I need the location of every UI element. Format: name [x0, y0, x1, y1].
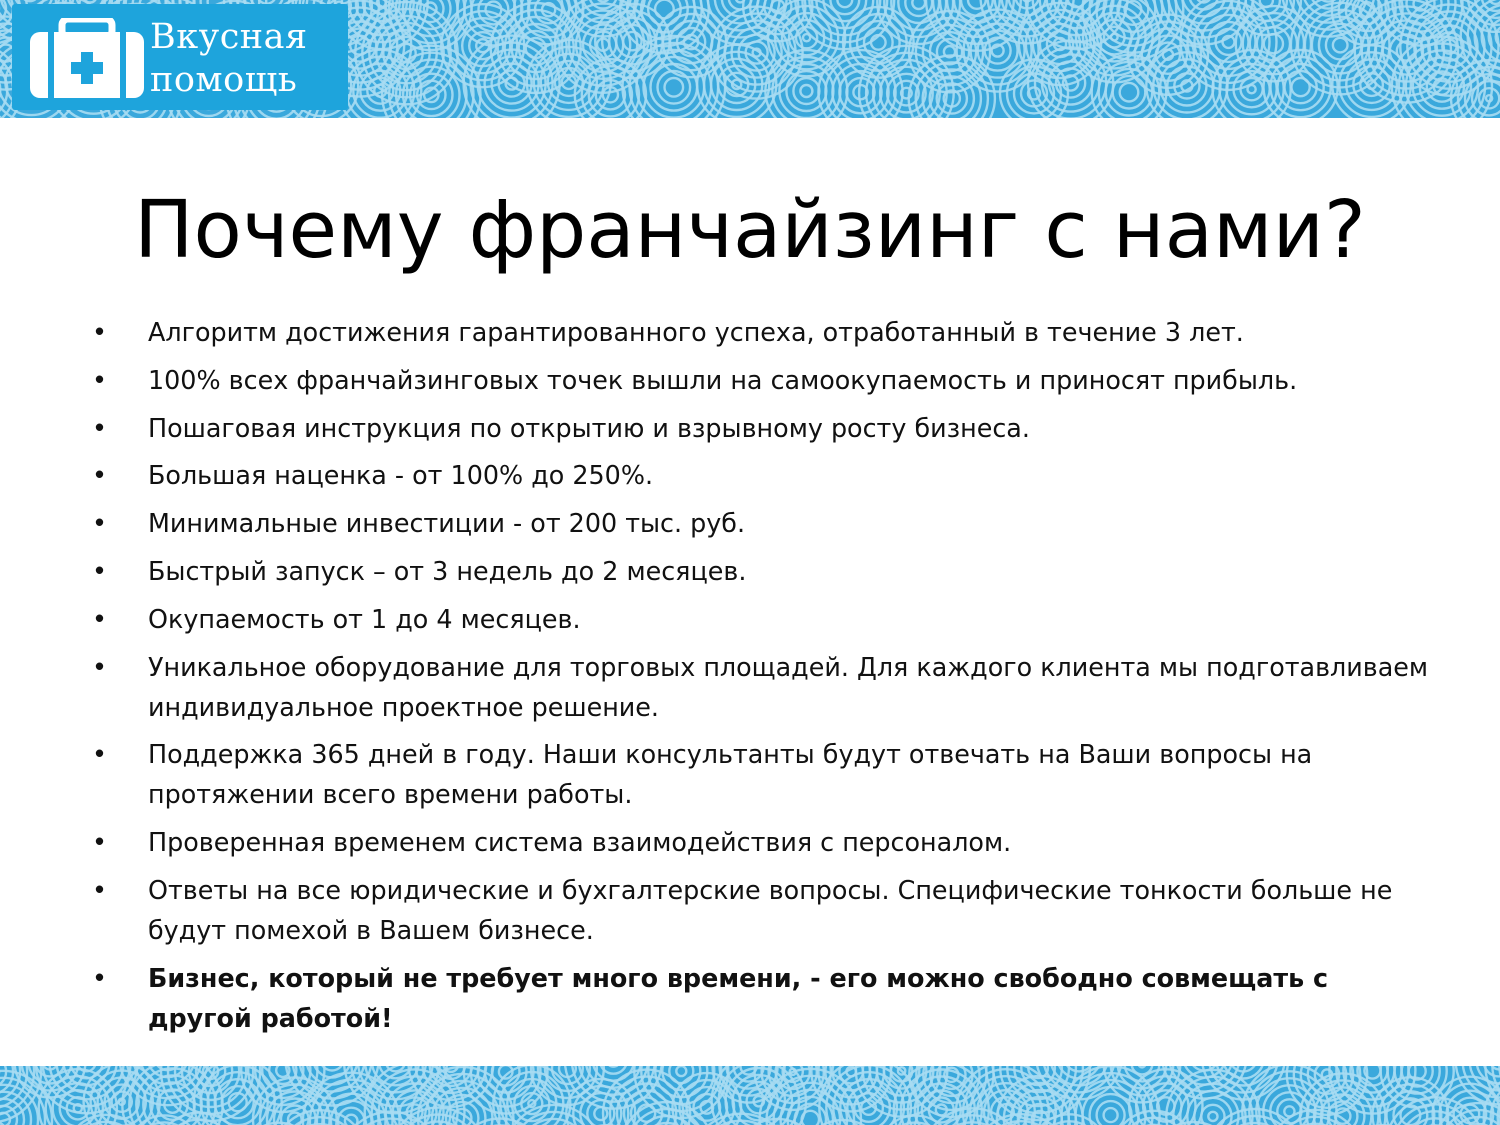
bullet-marker: •	[92, 317, 107, 347]
circle-pattern-bottom	[0, 1066, 1500, 1125]
list-item	[0, 312, 1500, 352]
bullet-text: Пошаговая инструкция по открытию и взрывному росту бизнеса.	[148, 412, 1030, 443]
bullet-marker: •	[92, 508, 107, 539]
bullet-text: 100% всех франчайзинговых точек вышли на самоокупаемость и приносят прибыль.	[148, 364, 1298, 395]
list-item	[0, 503, 1500, 543]
bullet-marker: •	[92, 739, 107, 770]
bullet-marker: •	[92, 412, 107, 443]
slide-title: Почему франчайзинг с нами?	[134, 184, 1366, 276]
list-item	[0, 734, 1500, 814]
bullet-text: Минимальные инвестиции - от 200 тыс. руб.	[148, 508, 746, 539]
list-item	[0, 455, 1500, 495]
bullet-text: Ответы на все юридические и бухгалтерские вопросы. Специфические тонкости больше не будут помехой в Вашем бизнесе.	[148, 874, 1393, 945]
list-item	[0, 958, 1500, 1038]
list-item	[0, 599, 1500, 639]
list-item	[0, 360, 1500, 400]
bullet-text: Уникальное оборудование для торговых площадей. Для каждого клиента мы подготавливаем индивидуальное проектное решение.	[148, 651, 1429, 722]
bullet-text: Большая наценка - от 100% до 250%.	[148, 460, 654, 491]
footer-pattern-band	[0, 1066, 1500, 1125]
brand-name-line1: Вкусная	[150, 17, 308, 57]
list-item	[0, 822, 1500, 862]
bullet-marker: •	[92, 555, 107, 586]
list-item	[0, 647, 1500, 727]
bullet-text: Бизнес, который не требует много времени, - его можно свободно совмещать с другой работой!	[148, 962, 1329, 1033]
list-item	[0, 551, 1500, 591]
bullet-marker: •	[92, 603, 107, 634]
bullet-marker: •	[92, 651, 107, 682]
bullet-text: Поддержка 365 дней в году. Наши консультанты будут отвечать на Ваши вопросы на протяжении всего времени работы.	[148, 739, 1313, 810]
first-aid-case-icon	[28, 18, 146, 100]
brand-name	[150, 16, 346, 102]
bullet-marker: •	[92, 874, 107, 905]
bullet-marker: •	[92, 827, 107, 858]
bullet-marker: •	[92, 364, 107, 395]
bullet-list	[0, 312, 1500, 1046]
list-item	[0, 408, 1500, 448]
bullet-text: Проверенная временем система взаимодействия с персоналом.	[148, 827, 1012, 858]
bullet-marker: •	[92, 962, 107, 993]
bullet-text: Быстрый запуск – от 3 недель до 2 месяцев.	[148, 555, 747, 586]
bullet-marker: •	[92, 460, 107, 491]
bullet-text: Окупаемость от 1 до 4 месяцев.	[148, 603, 581, 634]
bullet-text: Алгоритм достижения гарантированного успеха, отработанный в течение 3 лет.	[148, 317, 1244, 347]
list-item	[0, 870, 1500, 950]
brand-logo	[12, 4, 348, 110]
brand-name-line2: помощь	[150, 60, 298, 100]
